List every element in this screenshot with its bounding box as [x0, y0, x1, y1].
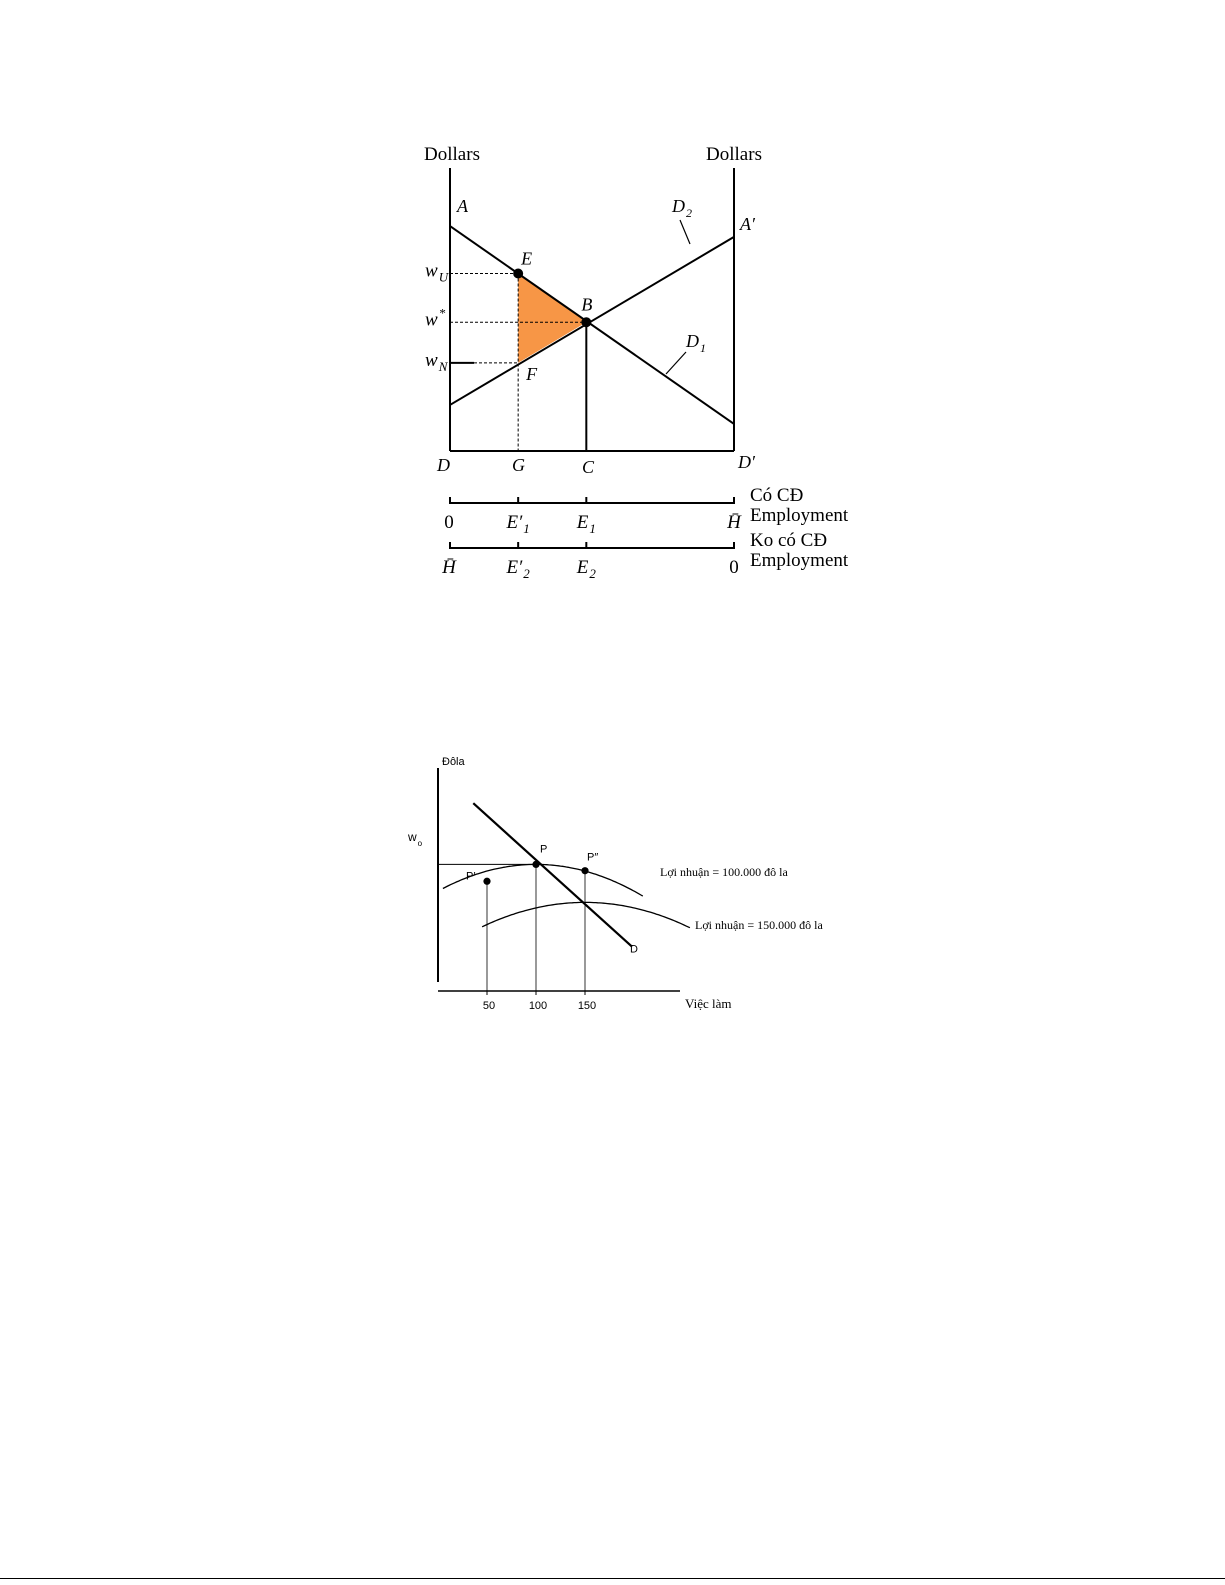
- union-tick-label-3: H̄: [727, 512, 741, 533]
- label-e: E: [521, 248, 533, 269]
- x-tick-label-0: 50: [482, 1000, 496, 1012]
- nonunion-tick-label-3: 0: [729, 557, 739, 578]
- left-axis-title: Dollars: [424, 144, 480, 165]
- x-axis-title: Việc làm: [685, 996, 732, 1011]
- union-label-line1: Có CĐ: [750, 485, 804, 506]
- nonunion-tick-label-2: $E_2$: [576, 557, 596, 581]
- point-marker-2: [581, 867, 588, 874]
- x-tick-label-1: 100: [528, 1000, 548, 1012]
- point-marker-1: [532, 861, 539, 868]
- nonunion-label-line2: Employment: [750, 550, 849, 571]
- label-a-prime: A′: [740, 214, 755, 234]
- nonunion-tick-label-1: $E'_2$: [506, 557, 530, 581]
- label-d: D: [437, 455, 450, 475]
- x-tick-label-2: 150: [577, 1000, 597, 1012]
- label-d2: $D_2$: [672, 196, 692, 220]
- label-b: B: [581, 294, 593, 315]
- wage-label-0: $w_U$: [425, 260, 449, 285]
- label-d1: $D_1$: [686, 331, 706, 355]
- demand-label-d: D: [630, 943, 638, 956]
- label-c: C: [582, 457, 595, 477]
- label-d-prime: D′: [738, 452, 755, 472]
- point-marker-0: [483, 878, 490, 885]
- iso-profit-label-0: Lợi nhuận = 100.000 đô la: [660, 865, 788, 879]
- union-label-line2: Employment: [750, 505, 849, 526]
- wage-label-2: $w_N$: [425, 349, 448, 374]
- iso-profit-label-1: Lợi nhuận = 150.000 đô la: [695, 918, 823, 932]
- union-tick-label-2: $E_1$: [576, 512, 596, 536]
- label-a: A: [457, 196, 468, 216]
- nonunion-tick-label-0: H̄: [442, 557, 456, 578]
- demand-line-d: [473, 803, 632, 946]
- y-axis-title: Đôla: [442, 756, 465, 768]
- nonunion-label-line1: Ko có CĐ: [750, 530, 828, 551]
- wage-label-1: w*: [425, 305, 446, 331]
- point-label-1: P: [540, 843, 548, 856]
- union-tick-label-0: 0: [444, 512, 454, 533]
- point-label-0: P′: [466, 870, 476, 883]
- wage-label-wo: $w_o$: [408, 830, 423, 848]
- union-tick-label-1: $E'_1$: [506, 512, 530, 536]
- page-bottom-rule: [0, 1578, 1225, 1579]
- label-g: G: [512, 455, 525, 475]
- label-f: F: [526, 363, 538, 384]
- point-label-2: P″: [587, 851, 599, 864]
- right-axis-title: Dollars: [706, 144, 762, 165]
